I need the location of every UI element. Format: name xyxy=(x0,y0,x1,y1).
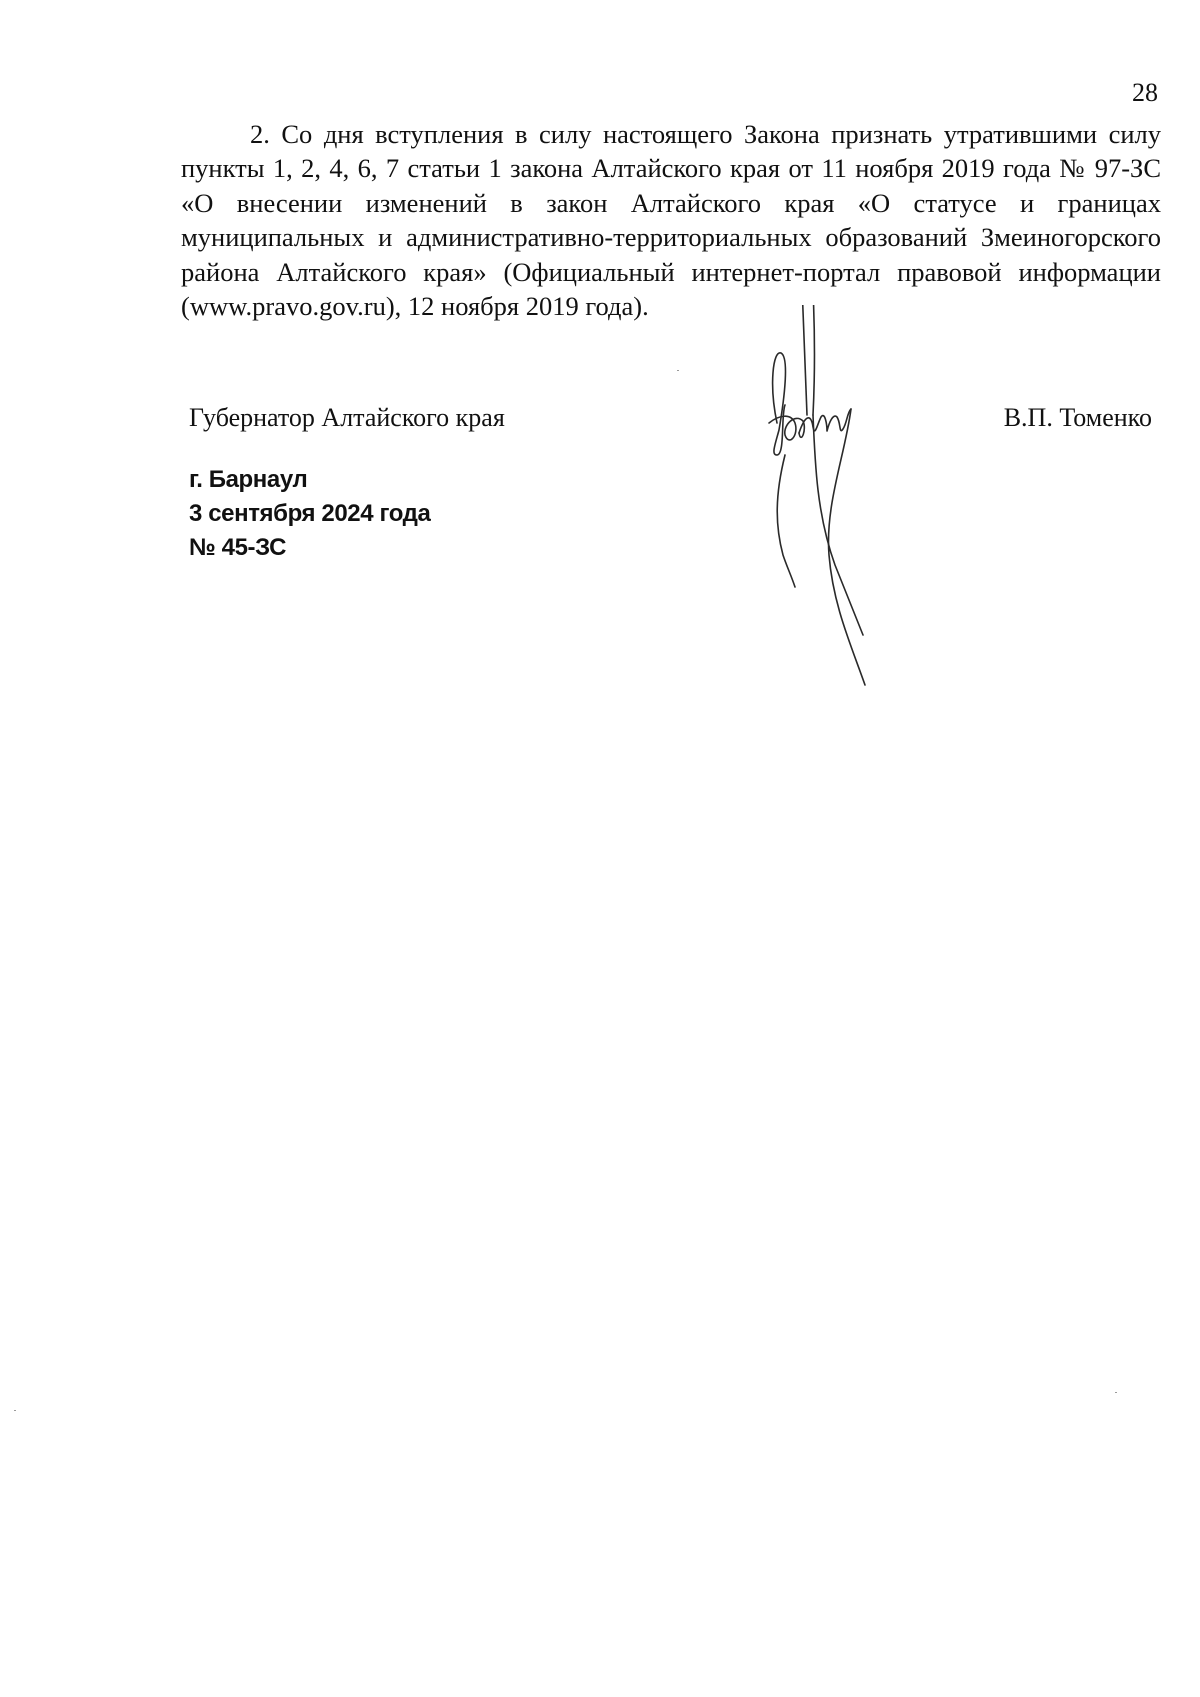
handwritten-signature xyxy=(755,305,955,705)
scan-speck xyxy=(1115,1392,1117,1393)
signer-position: Губернатор Алтайского края xyxy=(189,403,505,432)
body-paragraph: 2. Со дня вступления в силу настоящего Закона признать утратившими силу пункты 1, 2, 4, 6, 7 статьи 1 закона Алтайского края от 11 ноября 2019 года № 97-ЗС «О внесении изменений в закон Алтайского края «О статусе и границах муниципальных и административно-территориальных образований Змеиногорского района Алтайского края» (Официальный интернет-портал правовой информации (www.pravo.gov.ru), 12 ноября 2019 года). xyxy=(181,119,1161,322)
meta-number: № 45-ЗС xyxy=(189,534,287,561)
meta-date: 3 сентября 2024 года xyxy=(189,500,431,527)
page-number: 28 xyxy=(1132,78,1158,107)
signer-name: В.П. Томенко xyxy=(1003,403,1152,432)
scan-speck xyxy=(677,370,679,371)
document-meta xyxy=(189,463,430,565)
scan-speck xyxy=(14,1410,16,1411)
meta-city: г. Барнаул xyxy=(189,466,308,493)
